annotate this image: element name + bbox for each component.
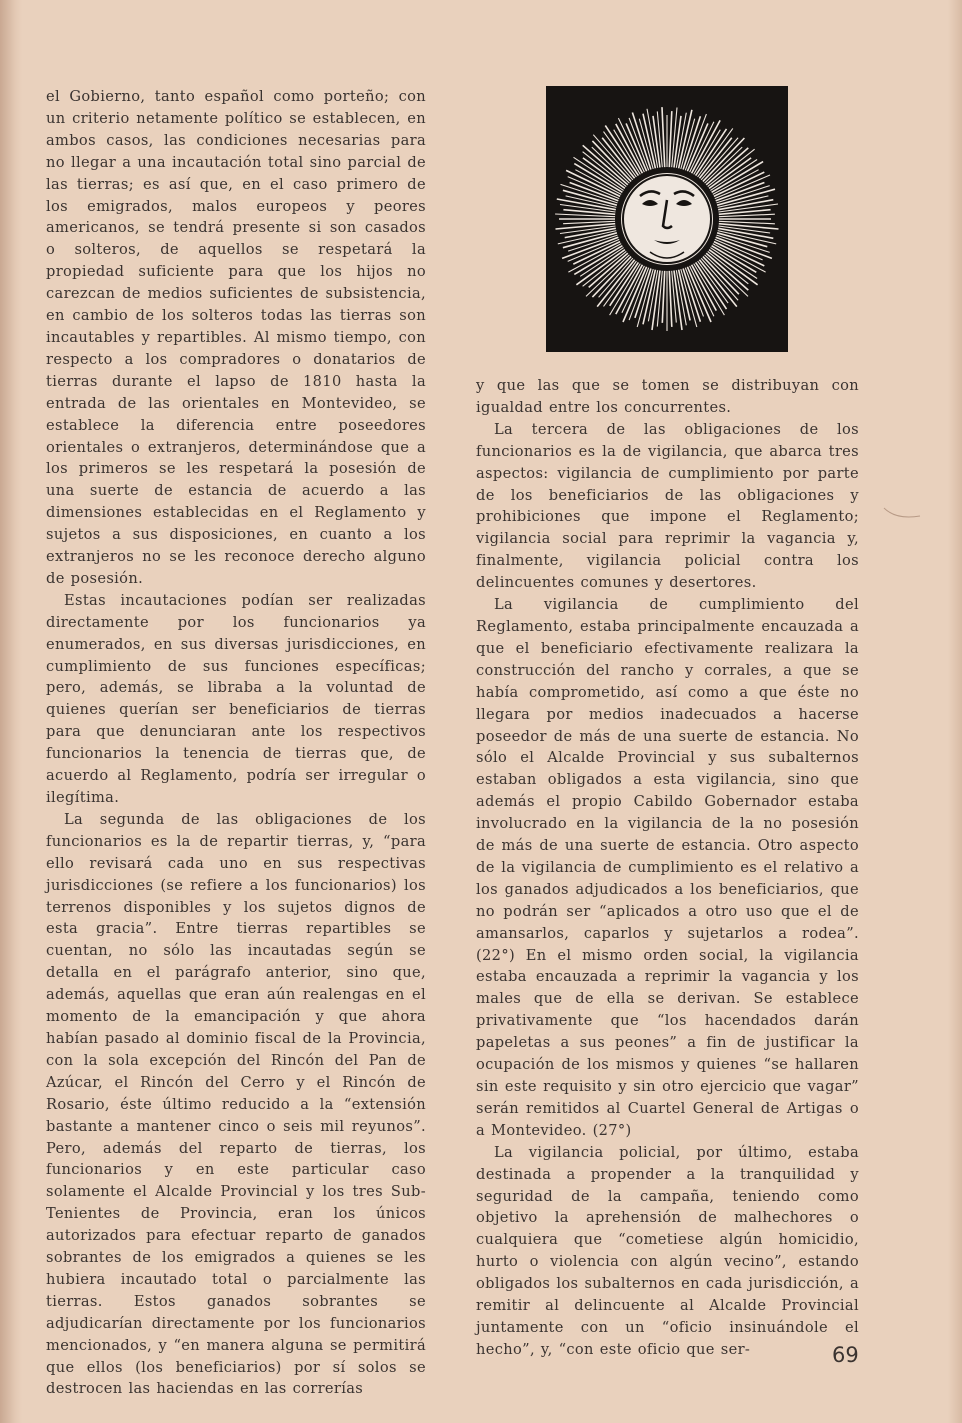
left-text-column <box>46 86 426 1400</box>
page-mark <box>882 500 922 522</box>
paragraph: La vigilancia policial, por último, estaba destinada a propender a la tranquilidad y seguridad de la campaña, teniendo como objetivo la aprehensión de malhechores o cualquiera que “cometiese algún homicidio, hurto o violencia con algún vecino”, estando obligados los subalternos en cada jurisdicción, a remitir al delincuente al Alcalde Provincial juntamente con un “oficio insinuándole el hecho”, y, “con este oficio que ser- <box>476 1143 859 1358</box>
paragraph: el Gobierno, tanto español como porteño; con un criterio netamente político se establecen, en ambos casos, las condiciones necesarias para no llegar a una incautación total sino parcial de las tierras; es así que, en el caso primero de los emigrados, malos europeos y peores americanos, se tendrá presente si son casados o solteros, de aquellos se respetará la propiedad suficiente para que los hijos no carezcan de medios suficientes de subsistencia, en cambio de los solteros todas las tierras son incautables y repartibles. Al mismo tiempo, con respecto a los compradores o donatarios de tierras durante el lapso de 1810 hasta la entrada de las orientales en Montevideo, se establece la diferencia entre poseedores orientales o extranjeros, determinándose que a los primeros se les respetará la posesión de una suerte de estancia de acuerdo a las dimensiones establecidas en el Reglamento y sujetos a sus disposiciones, en cuanto a los extranjeros no se les reconoce derecho alguno de posesión. <box>46 88 426 587</box>
paragraph: La tercera de las obligaciones de los funcionarios es la de vigilancia, que abarca tres aspectos: vigilancia de cumplimiento por parte de los beneficiarios de las obligaciones y prohibiciones que impone el Reglamento; vigilancia social para reprimir la vagancia y, finalmente, vigilancia policial contra los delincuentes comunes y desertores. <box>476 420 859 592</box>
page-edge-shadow <box>0 0 22 1423</box>
paragraph: y que las que se tomen se distribuyan con igualdad entre los concurrentes. <box>476 377 859 416</box>
paragraph: Estas incautaciones podían ser realizadas directamente por los funcionarios ya enumerados, en sus diversas jurisdicciones, en cumplimiento de sus funciones específicas; pero, además, se libraba a la voluntad de quienes querían ser beneficiarios de tierras para que denunciaran ante los respectivos funcionarios la tenencia de tierras que, de acuerdo al Reglamento, podría ser irregular o ilegítima. <box>46 591 426 806</box>
sun-face-woodcut-illustration <box>546 86 788 352</box>
sun-face-icon <box>546 86 788 352</box>
paragraph: La vigilancia de cumplimiento del Reglamento, estaba principalmente encauzada a que el beneficiario efectivamente realizara la construcción del rancho y corrales, a que se había comprometido, así como a que éste no llegara por medios inadecuados a hacerse poseedor de más de una suerte de estancia. No sólo el Alcalde Provincial y sus subalternos estaban obligados a esta vigilancia, sino que además el propio Cabildo Gobernador estaba involucrado en la vigilancia de la no posesión de más de una suerte de estancia. Otro aspecto de la vigilancia de cumplimiento es el relativo a los ganados adjudicados a los beneficiarios, que no podrán ser “aplicados a otro uso que el de amansarlos, caparlos y sujetarlos a rodea”. (22°) En el mismo orden social, la vigilancia estaba encauzada a reprimir la vagancia y los males que de ella se derivan. Se establece privativamente que “los hacendados darán papeletas a sus peones” a fin de justificar la ocupación de los mismos y quienes “se hallaren sin este requisito y sin otro ejercicio que vagar” serán remitidos al Cuartel General de Artigas o a Montevideo. (27°) <box>476 596 859 1139</box>
right-text-column <box>476 375 859 1361</box>
paragraph: La segunda de las obligaciones de los funcionarios es la de repartir tierras, y, “para ello revisará cada uno en sus respectivas jurisdicciones (se refiere a los funcionarios) los terrenos disponibles y los sujetos dignos de esta gracia”. Entre tierras repartibles se cuentan, no sólo las incautadas según se detalla en el parágrafo anterior, sino que, además, aquellas que eran aún realengas en el momento de la emancipación y que ahora habían pasado al dominio fiscal de la Provincia, con la sola excepción del Rincón del Pan de Azúcar, el Rincón del Cerro y el Rincón de Rosario, éste último reducido a la “extensión bastante a mantener cinco o seis mil reyunos”. Pero, además del reparto de tierras, los funcionarios y en este particular caso solamente el Alcalde Provincial y los tres Sub-Tenientes de Provincia, eran los únicos autorizados para efectuar reparto de ganados sobrantes de los emigrados a quienes se les hubiera incautado total o parcialmente las tierras. Estos ganados sobrantes se adjudicarían directamente por los funcionarios mencionados, y “en manera alguna se permitirá que ellos (los beneficiarios) por sí solos se destrocen las haciendas en las correrías <box>46 810 426 1398</box>
page-number: 69 <box>832 1343 859 1367</box>
page-edge-right <box>948 0 962 1423</box>
